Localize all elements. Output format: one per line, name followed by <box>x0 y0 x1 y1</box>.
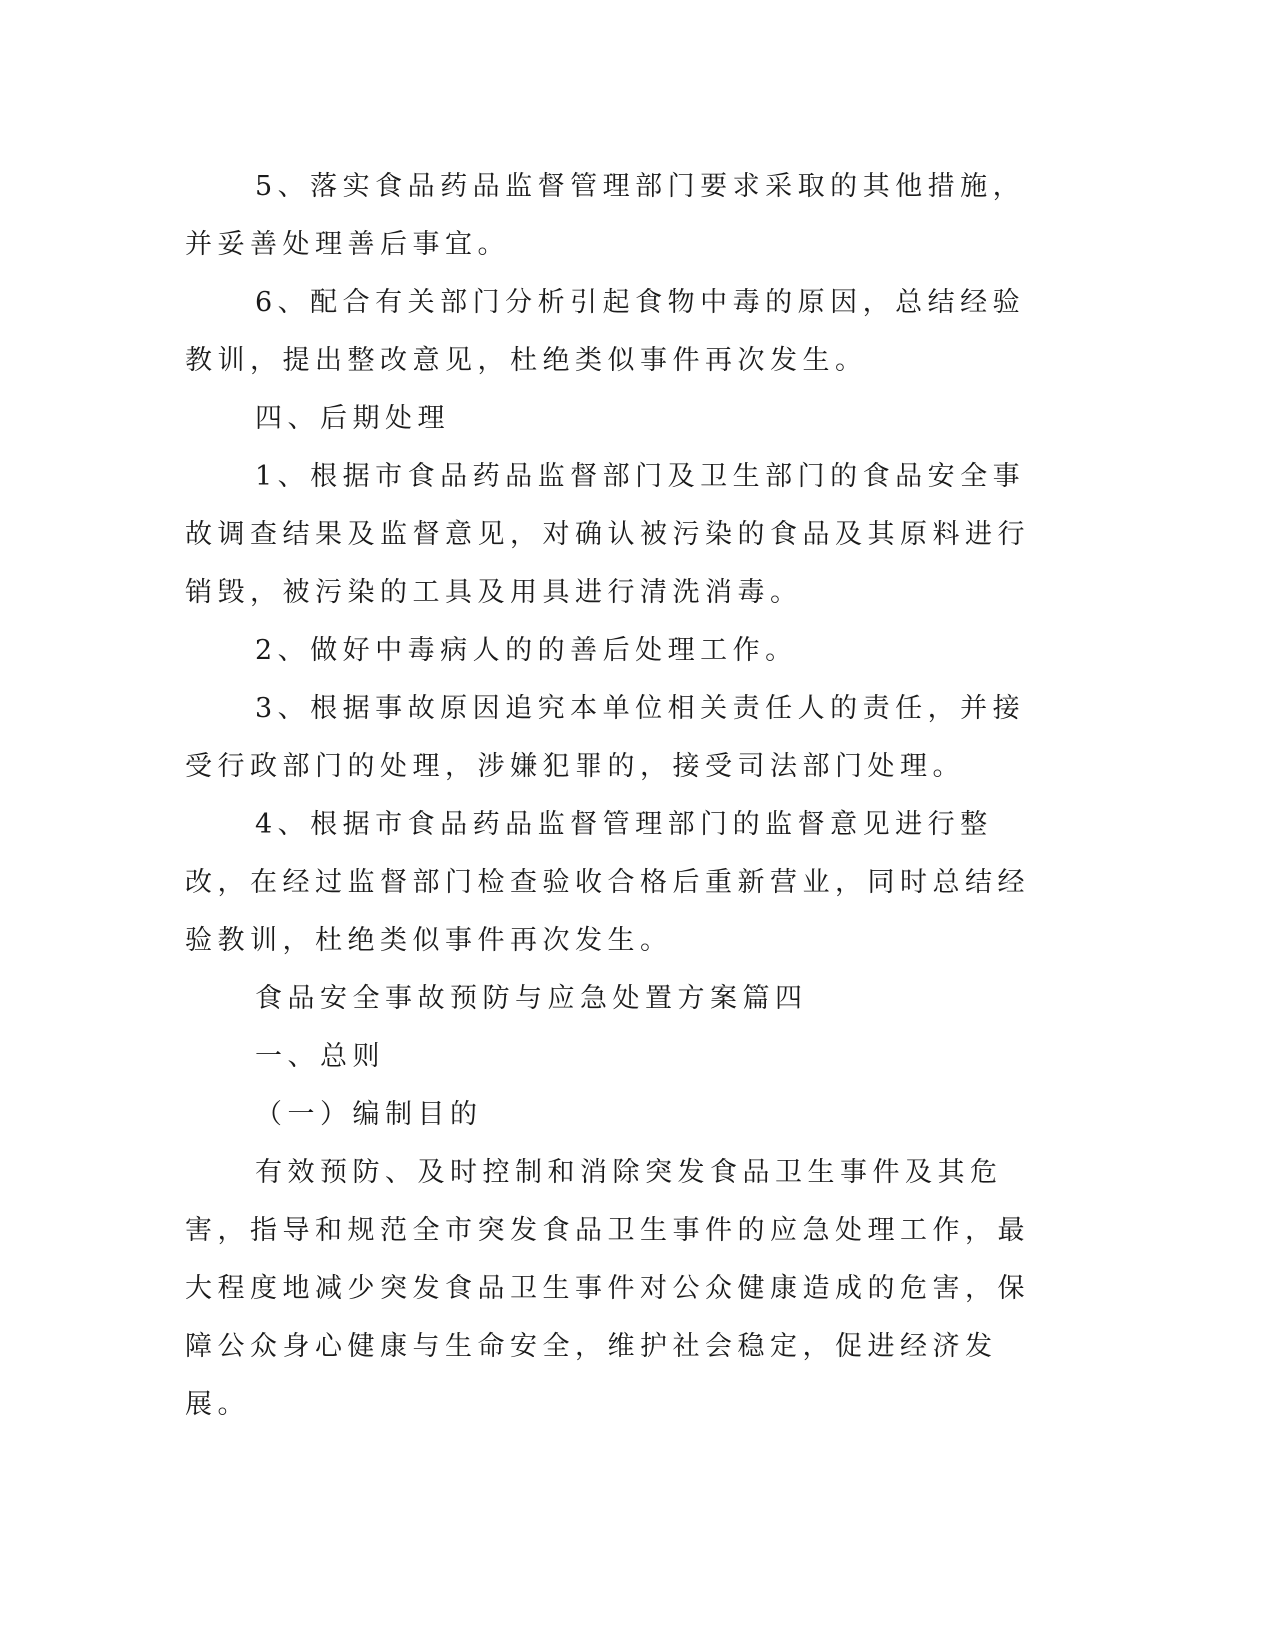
section-heading-general: 一、总则 <box>255 1041 385 1072</box>
paragraph-post-2: 2、做好中毒病人的的善后处理工作。 <box>255 635 798 666</box>
paragraph-item-6: 6、配合有关部门分析引起食物中毒的原因，总结经验教训，提出整改意见，杜绝类似事件再次发生。 <box>185 287 1026 376</box>
document-section-title: 食品安全事故预防与应急处置方案篇四 <box>255 983 808 1014</box>
paragraph-post-3: 3、根据事故原因追究本单位相关责任人的责任，并接受行政部门的处理，涉嫌犯罪的，接受司法部门处理。 <box>185 693 1026 782</box>
paragraph-purpose: 有效预防、及时控制和消除突发食品卫生事件及其危害，指导和规范全市突发食品卫生事件的应急处理工作，最大程度地减少突发食品卫生事件对公众健康造成的危害，保障公众身心健康与生命安全，维护社会稳定，促进经济发展。 <box>185 1157 1030 1420</box>
paragraph-item-5: 5、落实食品药品监督管理部门要求采取的其他措施，并妥善处理善后事宜。 <box>185 171 1026 260</box>
paragraph-post-4: 4、根据市食品药品监督管理部门的监督意见进行整改，在经过监督部门检查验收合格后重新营业，同时总结经验教训，杜绝类似事件再次发生。 <box>185 809 1030 956</box>
subsection-heading-purpose: （一）编制目的 <box>255 1099 483 1130</box>
section-heading-post-processing: 四、后期处理 <box>255 403 450 434</box>
document-body <box>185 158 1045 1434</box>
paragraph-post-1: 1、根据市食品药品监督部门及卫生部门的食品安全事故调查结果及监督意见，对确认被污染的食品及其原料进行销毁，被污染的工具及用具进行清洗消毒。 <box>185 461 1030 608</box>
